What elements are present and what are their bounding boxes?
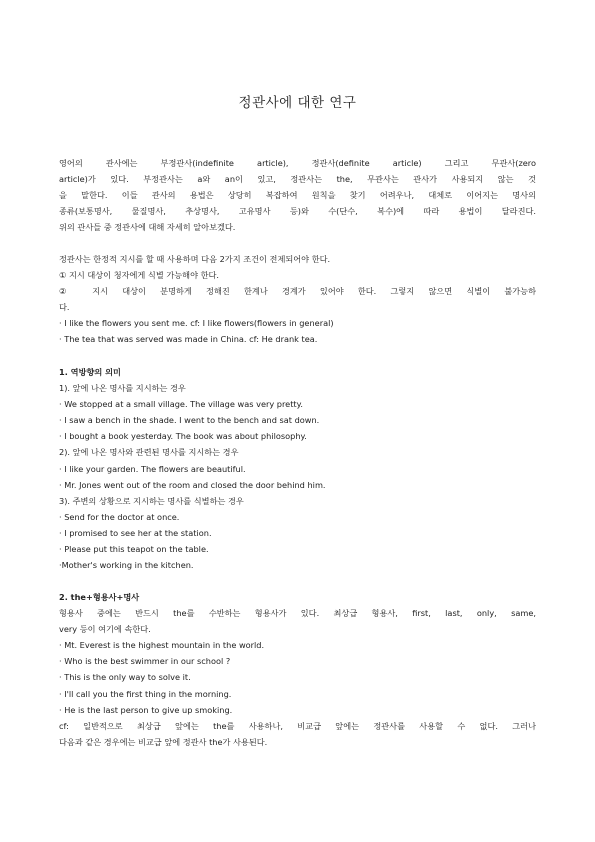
example-sentence: · Send for the doctor at once. (59, 511, 180, 522)
section-text-line: very 등이 여기에 속한다. (59, 624, 151, 635)
section-1 (59, 364, 536, 573)
section-2 (59, 589, 536, 750)
intro-line: 종류(보통명사, 물질명사, 추상명사, 고유명사 등)와 수(단수, 복수)에 따라 용법이 달라진다. (59, 206, 536, 217)
intro-line: 을 말한다. 이들 관사의 용법은 상당히 복잡하여 원칙을 찾기 어려우나, 대체로 이어지는 명사의 (59, 190, 536, 201)
example-sentence: · We stopped at a small village. The village was very pretty. (59, 399, 303, 410)
example-sentence: · This is the only way to solve it. (59, 672, 191, 683)
subsection-title: 1). 앞에 나온 명사를 지시하는 경우 (59, 383, 186, 394)
example-sentence: ·Mother's working in the kitchen. (59, 560, 194, 571)
example-sentence: · Mr. Jones went out of the room and closed the door behind him. (59, 479, 326, 490)
intro-paragraph (59, 155, 536, 235)
example-sentence: · He is the last person to give up smoking. (59, 704, 233, 715)
example-sentence: · I bought a book yesterday. The book was about philosophy. (59, 431, 307, 442)
intro-line: article)가 있다. 부정관사는 a와 an이 있고, 정관사는 the, 무관사는 관사가 사용되지 않는 것 (59, 174, 536, 185)
condition-item: ② 지시 대상이 분명하게 정해진 한계나 경계가 있어야 한다. 그렇지 않으면 식별이 불가능하 (59, 286, 536, 297)
intro-line: 영어의 관사에는 부정관사(indefinite article), 정관사(definite article) 그리고 무관사(zero (59, 158, 536, 168)
section-text-line: 형용사 중에는 반드시 the를 수반하는 형용사가 있다. 최상급 형용사, first, last, only, same, (59, 608, 536, 619)
example-sentence: · I'll call you the first thing in the morning. (59, 688, 232, 699)
example-sentence: · Who is the best swimmer in our school ? (59, 656, 231, 667)
section-heading: 1. 역방향의 의미 (59, 367, 121, 377)
section-text-line: 다음과 같은 경우에는 비교급 앞에 정관사 the가 사용된다. (59, 736, 268, 747)
example-sentence: · Please put this teapot on the table. (59, 544, 209, 555)
section-text-line: cf: 일반적으로 최상급 앞에는 the를 사용하나, 비교급 앞에는 정관사를 사용할 수 없다. 그러나 (59, 720, 536, 731)
example-sentence: · I like your garden. The flowers are beautiful. (59, 463, 246, 474)
conditions-line: 정관사는 한정적 지시를 할 때 사용하며 다음 2가지 조건이 전제되어야 한다. (59, 254, 331, 264)
intro-line: 위의 관사들 중 정관사에 대해 자세히 알아보겠다. (59, 222, 236, 233)
example-sentence: · I promised to see her at the station. (59, 527, 212, 538)
subsection-title: 2). 앞에 나온 명사와 관련된 명사를 지시하는 경우 (59, 447, 239, 458)
example-sentence: · I saw a bench in the shade. I went to the bench and sat down. (59, 415, 320, 426)
example-sentence: · I like the flowers you sent me. cf: I like flowers(flowers in general) (59, 318, 334, 329)
section-heading: 2. the+형용사+명사 (59, 592, 140, 602)
example-sentence: · The tea that was served was made in China. cf: He drank tea. (59, 334, 318, 345)
page-title: 정관사에 대한 연구 (238, 95, 357, 111)
conditions-line: 다. (59, 302, 70, 313)
example-sentence: · Mt. Everest is the highest mountain in the world. (59, 640, 265, 651)
conditions-paragraph (59, 251, 536, 348)
condition-item: ① 지시 대상이 청자에게 식별 가능해야 한다. (59, 270, 220, 281)
subsection-title: 3). 주변의 상황으로 지시하는 명사를 식별하는 경우 (59, 495, 244, 506)
